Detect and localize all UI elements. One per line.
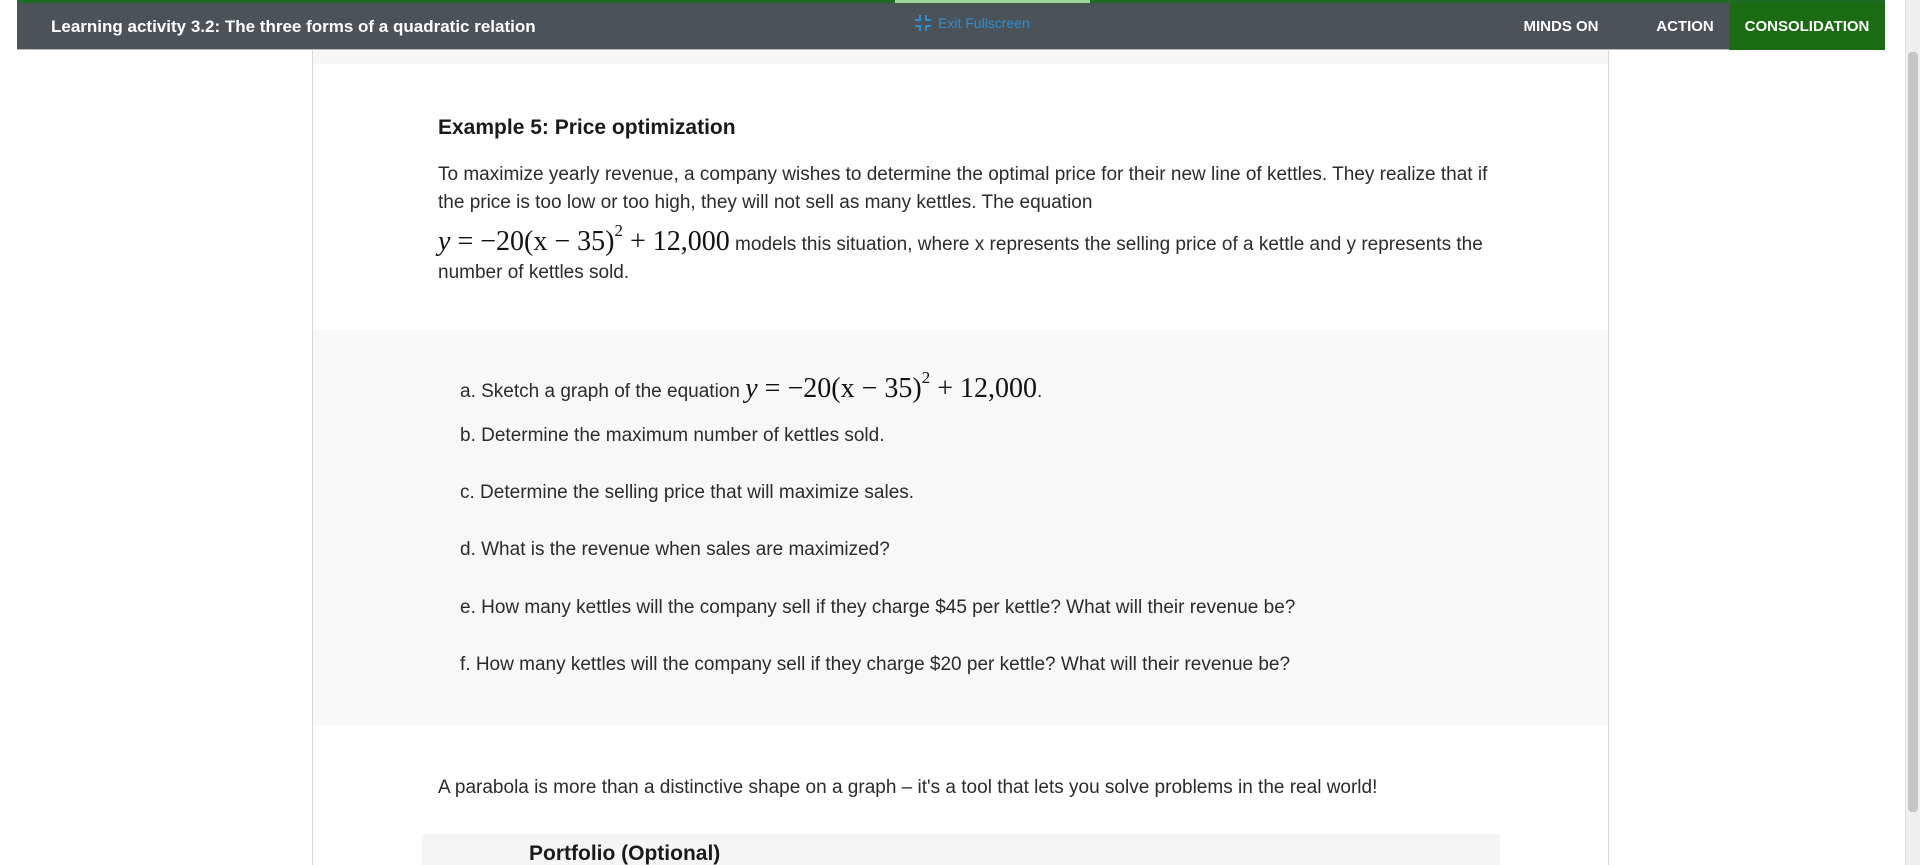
exit-fullscreen-button[interactable] — [914, 14, 1030, 32]
example-intro: To maximize yearly revenue, a company wishes to determine the optimal price for their new line of kettles. They realize that if the price is too low or too high, they will not sell as many kettles. The equation — [438, 164, 1488, 213]
header-bar — [17, 3, 1885, 50]
question-f: f. How many kettles will the company sell if they charge $20 per kettle? What will their revenue be? — [460, 654, 1291, 675]
example-outro: models this situation, where x represents the selling price of a kettle and y represents the number of kettles sold. — [438, 234, 1483, 283]
example-description — [438, 161, 1488, 287]
tab-minds-on[interactable]: MINDS ON — [1523, 18, 1599, 35]
content-top-band — [313, 50, 1608, 64]
question-c: c. Determine the selling price that will maximize sales. — [460, 482, 915, 503]
progress-indicator — [895, 0, 1090, 3]
question-a: a. Sketch a graph of the equation $y = -20(x - 35)^2 + 12,000$. — [460, 368, 1043, 404]
page-scrollbar[interactable] — [1905, 0, 1920, 865]
main-content — [312, 50, 1609, 865]
scrollbar-thumb[interactable] — [1908, 52, 1918, 812]
question-e: e. How many kettles will the company sell if they charge $45 per kettle? What will their revenue be? — [460, 597, 1296, 618]
example-title: Example 5: Price optimization — [438, 116, 736, 139]
portfolio-title: Portfolio (Optional) — [529, 842, 721, 865]
exit-fullscreen-label: Exit Fullscreen — [938, 15, 1030, 31]
questions-panel — [313, 330, 1608, 725]
exit-fullscreen-icon — [914, 14, 932, 32]
tab-action[interactable]: ACTION — [1656, 18, 1714, 35]
question-a-equation: $y = -20(x - 35)^2 + 12,000$ — [745, 368, 1037, 404]
closing-text: A parabola is more than a distinctive shape on a graph – it's a tool that lets you solve problems in the real world! — [438, 777, 1378, 798]
page-title: Learning activity 3.2: The three forms of a quadratic relation — [51, 17, 536, 36]
question-d: d. What is the revenue when sales are maximized? — [460, 539, 890, 560]
tab-consolidation[interactable]: CONSOLIDATION — [1729, 3, 1885, 50]
portfolio-section — [422, 834, 1500, 865]
question-b: b. Determine the maximum number of kettles sold. — [460, 425, 885, 446]
equation: $y = -20(x - 35)^2 + 12,000$ — [438, 221, 730, 257]
